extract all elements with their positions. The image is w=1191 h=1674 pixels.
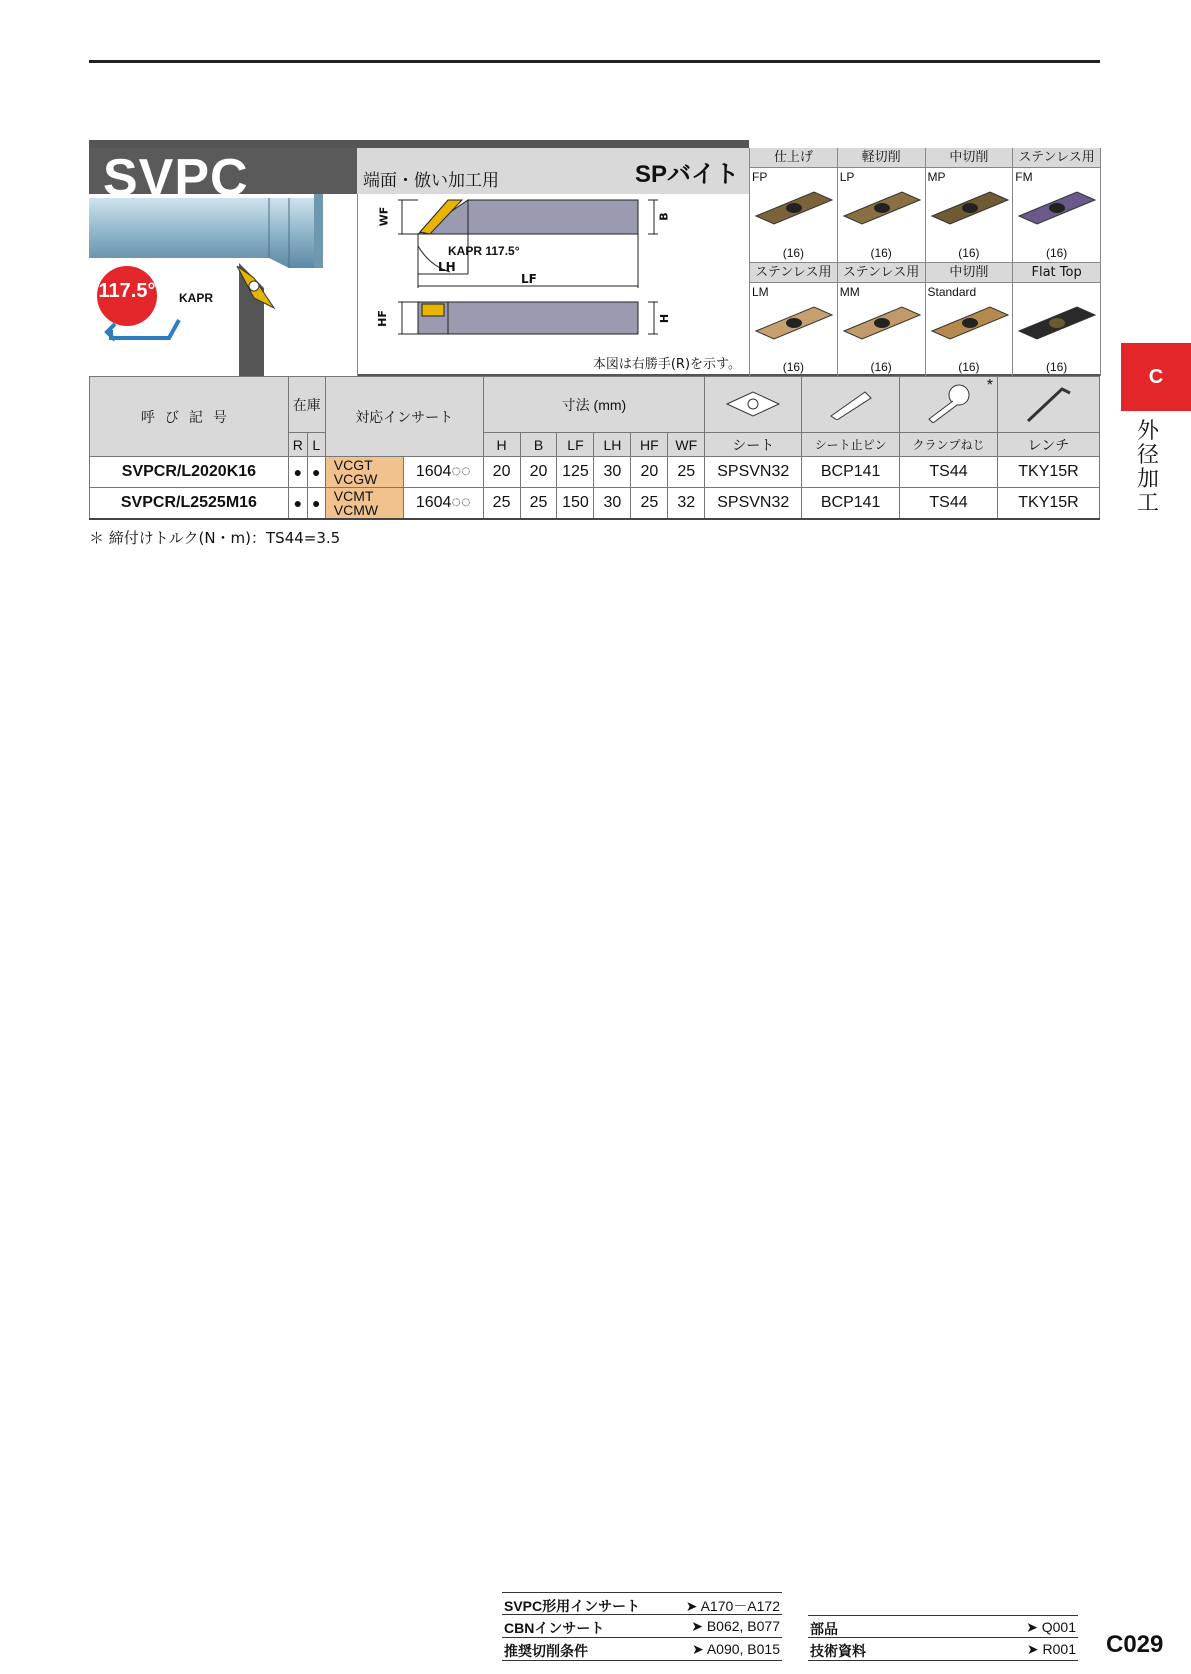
col-name: 呼び記号: [90, 377, 289, 457]
col-stock: 在庫: [288, 377, 325, 433]
val-lh: 30: [594, 488, 631, 519]
insert-type: [325, 457, 403, 488]
insert-icon: [754, 186, 834, 230]
insert-label: ステンレス用: [838, 263, 925, 283]
col-h: H: [483, 433, 520, 457]
ref-value: ➤ R001: [1026, 1641, 1076, 1657]
val-seat: SPSVN32: [705, 457, 802, 488]
row-name: SVPCR/L2525M16: [90, 488, 289, 519]
screw-icon: [919, 383, 979, 423]
insert-type-1: VCMT: [333, 487, 374, 504]
col-pin: シート止ピン: [802, 433, 900, 457]
ref-link[interactable]: [502, 1615, 782, 1638]
screw-asterisk: *: [986, 377, 993, 394]
model-title: SVPC: [103, 149, 249, 207]
tool-dimension-diagram: [358, 194, 750, 376]
table-row: [90, 457, 1100, 488]
val-wf: 32: [668, 488, 705, 519]
insert-cell: [838, 148, 926, 262]
val-hf: 20: [631, 457, 668, 488]
title-box: [89, 148, 357, 207]
col-lh: LH: [594, 433, 631, 457]
stock-r: ●: [288, 457, 307, 488]
ref-key: 部品: [810, 1621, 838, 1637]
insert-type-1: VCGT: [333, 457, 373, 473]
insert-label: Flat Top: [1013, 263, 1100, 283]
stock-l: ●: [307, 488, 325, 519]
ref-value: ➤ Q001: [1026, 1619, 1076, 1635]
insert-size: 1604◌◌: [403, 488, 483, 519]
col-dim: 寸法 (mm): [483, 377, 705, 433]
val-lf: 150: [557, 488, 594, 519]
header-strip: [89, 140, 749, 148]
insert-label: 中切削: [926, 148, 1013, 168]
angle-badge-text: 117.5°: [98, 280, 156, 302]
dim-kapr: KAPR 117.5°: [448, 244, 520, 258]
ref-value: ➤ A170－A172: [685, 1598, 780, 1614]
insert-count: (16): [1045, 360, 1068, 374]
insert-icon: [1017, 186, 1097, 230]
insert-grade: MP: [927, 170, 946, 184]
val-pin: BCP141: [802, 457, 900, 488]
insert-grade: FP: [752, 170, 768, 184]
stock-r: ●: [288, 488, 307, 519]
insert-label: 軽切削: [838, 148, 925, 168]
val-lh: 30: [594, 457, 631, 488]
seat-icon-cell: [705, 377, 802, 433]
insert-icon: [930, 186, 1010, 230]
val-h: 25: [483, 488, 520, 519]
ref-list-left: [502, 1592, 782, 1661]
insert-count: (16): [870, 246, 892, 260]
val-pin: BCP141: [802, 488, 900, 519]
torque-footnote: ＊ 締付けトルク(N・m)：TS44=3.5: [89, 529, 341, 547]
insert-count: (16): [958, 360, 980, 374]
section-label: 外径加工: [1136, 419, 1159, 516]
insert-grade: Standard: [927, 285, 977, 299]
ref-key: 推奨切削条件: [504, 1643, 588, 1659]
pin-icon: [821, 386, 881, 420]
dim-wf: WF: [377, 206, 391, 227]
product-header: [89, 140, 1100, 376]
insert-cell: [1013, 148, 1101, 262]
wrench-icon-cell: [997, 377, 1099, 433]
insert-icon: [842, 186, 922, 230]
col-r: R: [288, 433, 307, 457]
col-insert: 対応インサート: [325, 377, 483, 457]
col-lf: LF: [557, 433, 594, 457]
insert-icon: [754, 301, 834, 345]
col-wf: WF: [668, 433, 705, 457]
top-rule: [89, 60, 1100, 63]
ref-link[interactable]: [808, 1615, 1078, 1638]
insert-label: ステンレス用: [750, 263, 837, 283]
insert-count: (16): [958, 246, 980, 260]
dim-lf: LF: [521, 272, 537, 286]
insert-cell: [1013, 262, 1101, 376]
val-wrench: TKY15R: [997, 457, 1099, 488]
insert-label: ステンレス用: [1013, 148, 1100, 168]
subtitle: 端面・倣い加工用: [363, 171, 499, 191]
val-screw: TS44: [900, 457, 998, 488]
ref-link[interactable]: [502, 1592, 782, 1615]
ref-list-right: [808, 1615, 1078, 1661]
dim-b: B: [657, 212, 671, 221]
col-screw: クランプねじ: [900, 433, 998, 457]
dim-hf: HF: [375, 310, 389, 327]
page-number: C029: [1106, 1631, 1164, 1658]
col-wrench: レンチ: [997, 433, 1099, 457]
ref-key: CBNインサート: [504, 1620, 605, 1636]
kapr-label: KAPR: [179, 291, 214, 305]
val-h: 20: [483, 457, 520, 488]
subtitle-box: [357, 148, 749, 194]
val-wf: 25: [668, 457, 705, 488]
insert-size: 1604◌◌: [403, 457, 483, 488]
val-b: 20: [520, 457, 557, 488]
val-hf: 25: [631, 488, 668, 519]
val-lf: 125: [557, 457, 594, 488]
insert-count: (16): [782, 246, 805, 260]
seat-icon: [723, 388, 783, 418]
col-l: L: [307, 433, 325, 457]
pin-icon-cell: [802, 377, 900, 433]
row-name: SVPCR/L2020K16: [90, 457, 289, 488]
val-b: 25: [520, 488, 557, 519]
dim-h: H: [658, 313, 672, 324]
insert-count: (16): [1045, 246, 1068, 260]
insert-type-2: VCGW: [333, 471, 378, 487]
insert-grid: [749, 148, 1100, 376]
spec-table: [89, 376, 1100, 520]
ref-key: SVPC形用インサート: [504, 1598, 641, 1614]
insert-count: (16): [870, 360, 892, 374]
ref-link[interactable]: [502, 1638, 782, 1661]
wrench-icon: [1018, 383, 1078, 423]
insert-grade: LM: [752, 285, 769, 299]
val-wrench: TKY15R: [997, 488, 1099, 519]
screw-icon-cell: [900, 377, 998, 433]
insert-cell: [926, 148, 1014, 262]
insert-label: 中切削: [926, 263, 1013, 283]
insert-cell: [838, 262, 926, 376]
series-label: SPバイト: [634, 161, 739, 188]
table-row: [90, 488, 1100, 519]
insert-cell: [750, 148, 838, 262]
val-seat: SPSVN32: [705, 488, 802, 519]
insert-icon: [930, 301, 1010, 345]
hand-note: 本図は右勝手(R)を示す。: [592, 357, 741, 372]
ref-link[interactable]: [808, 1638, 1078, 1661]
insert-type: [325, 488, 403, 519]
insert-icon: [1017, 301, 1097, 345]
insert-count: (16): [782, 360, 805, 374]
col-b: B: [520, 433, 557, 457]
insert-icon: [842, 301, 922, 345]
insert-grade: LP: [839, 170, 855, 184]
ref-value: ➤ A090, B015: [691, 1641, 780, 1657]
dimension-drawing: [357, 194, 749, 376]
insert-type-2: VCMW: [333, 501, 379, 518]
dim-lh: LH: [438, 260, 456, 274]
insert-grade: FM: [1015, 170, 1033, 184]
col-hf: HF: [631, 433, 668, 457]
ref-key: 技術資料: [810, 1643, 866, 1659]
stock-l: ●: [307, 457, 325, 488]
insert-cell: [926, 262, 1014, 376]
section-tab[interactable]: C: [1121, 343, 1191, 411]
ref-value: ➤ B062, B077: [691, 1618, 780, 1634]
insert-cell: [750, 262, 838, 376]
insert-grade: MM: [839, 285, 860, 299]
val-screw: TS44: [900, 488, 998, 519]
col-seat: シート: [705, 433, 802, 457]
insert-label: 仕上げ: [750, 148, 837, 168]
